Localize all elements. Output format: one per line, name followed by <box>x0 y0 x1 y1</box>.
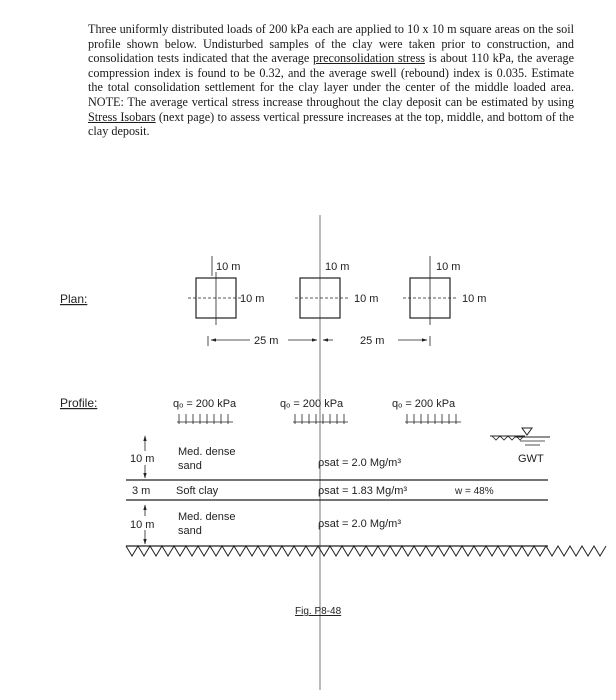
footing-right-length: 10 m <box>462 293 487 305</box>
problem-text-2: is about 110 kPa, the average compression index is found to be 0.32, and the average swell (rebound) index is 0.035. Estimate the total consolidation settlement for the clay layer under the center of the middle loaded area. NOTE: The average vertical stress increase throughout the clay deposit can be estimated by using <box>88 51 574 109</box>
layer3-thickness: 10 m <box>130 519 155 531</box>
preconsolidation-link[interactable]: preconsolidation stress <box>312 51 425 66</box>
footing-right-width: 10 m <box>436 261 461 273</box>
layer1-name: Med. dense <box>178 446 236 458</box>
load-arrows-right <box>405 414 461 424</box>
gwt-symbol <box>515 428 550 465</box>
spacing-1: 25 m <box>254 335 279 347</box>
layer1-name2: sand <box>178 460 202 472</box>
load-arrows-left <box>177 414 233 424</box>
bedrock-hatch <box>126 546 606 556</box>
footing-middle <box>295 261 378 318</box>
spacing-2: 25 m <box>360 335 385 347</box>
problem-text-1: Three uniformly distributed loads of 200 kPa each are applied to 10 x 10 m square areas on the soil profile shown below. Undisturbed samples of the clay were taken prior to construction, and consolidation tests indicated that the average <box>88 22 574 66</box>
layer1-thickness: 10 m <box>130 453 155 465</box>
load-left: qₒ = 200 kPa <box>173 398 237 410</box>
problem-text-3: (next page) to assess vertical pressure increases at the top, middle, and bottom of the clay deposit. <box>88 109 574 139</box>
spacing-dimension <box>208 335 430 347</box>
clay-water-content: w = 48% <box>455 486 494 497</box>
footing-left-width: 10 m <box>216 261 241 273</box>
footing-left-length: 10 m <box>240 293 265 305</box>
footing-middle-length: 10 m <box>354 293 379 305</box>
footing-left <box>188 256 264 325</box>
layer3-name: Med. dense <box>178 511 236 523</box>
gwt-label: GWT <box>518 453 544 465</box>
layer3-density: ρsat = 2.0 Mg/m³ <box>318 518 401 530</box>
layer2-name: Soft clay <box>176 485 219 497</box>
layer2-thickness: 3 m <box>132 485 151 497</box>
layer1-density: ρsat = 2.0 Mg/m³ <box>318 457 401 469</box>
layer2-density: ρsat = 1.83 Mg/m³ <box>318 485 408 497</box>
layer3-name2: sand <box>178 525 202 537</box>
profile-label: Profile: <box>60 396 98 410</box>
load-right: qₒ = 200 kPa <box>392 398 456 410</box>
plan-label: Plan: <box>60 292 88 306</box>
load-arrows-middle <box>293 414 348 424</box>
stress-isobars-link[interactable]: Stress Isobars <box>88 109 156 124</box>
footing-middle-width: 10 m <box>325 261 350 273</box>
footing-right <box>403 256 486 325</box>
load-middle: qₒ = 200 kPa <box>280 398 344 410</box>
figure-caption: Fig. P8-48 <box>295 606 342 617</box>
